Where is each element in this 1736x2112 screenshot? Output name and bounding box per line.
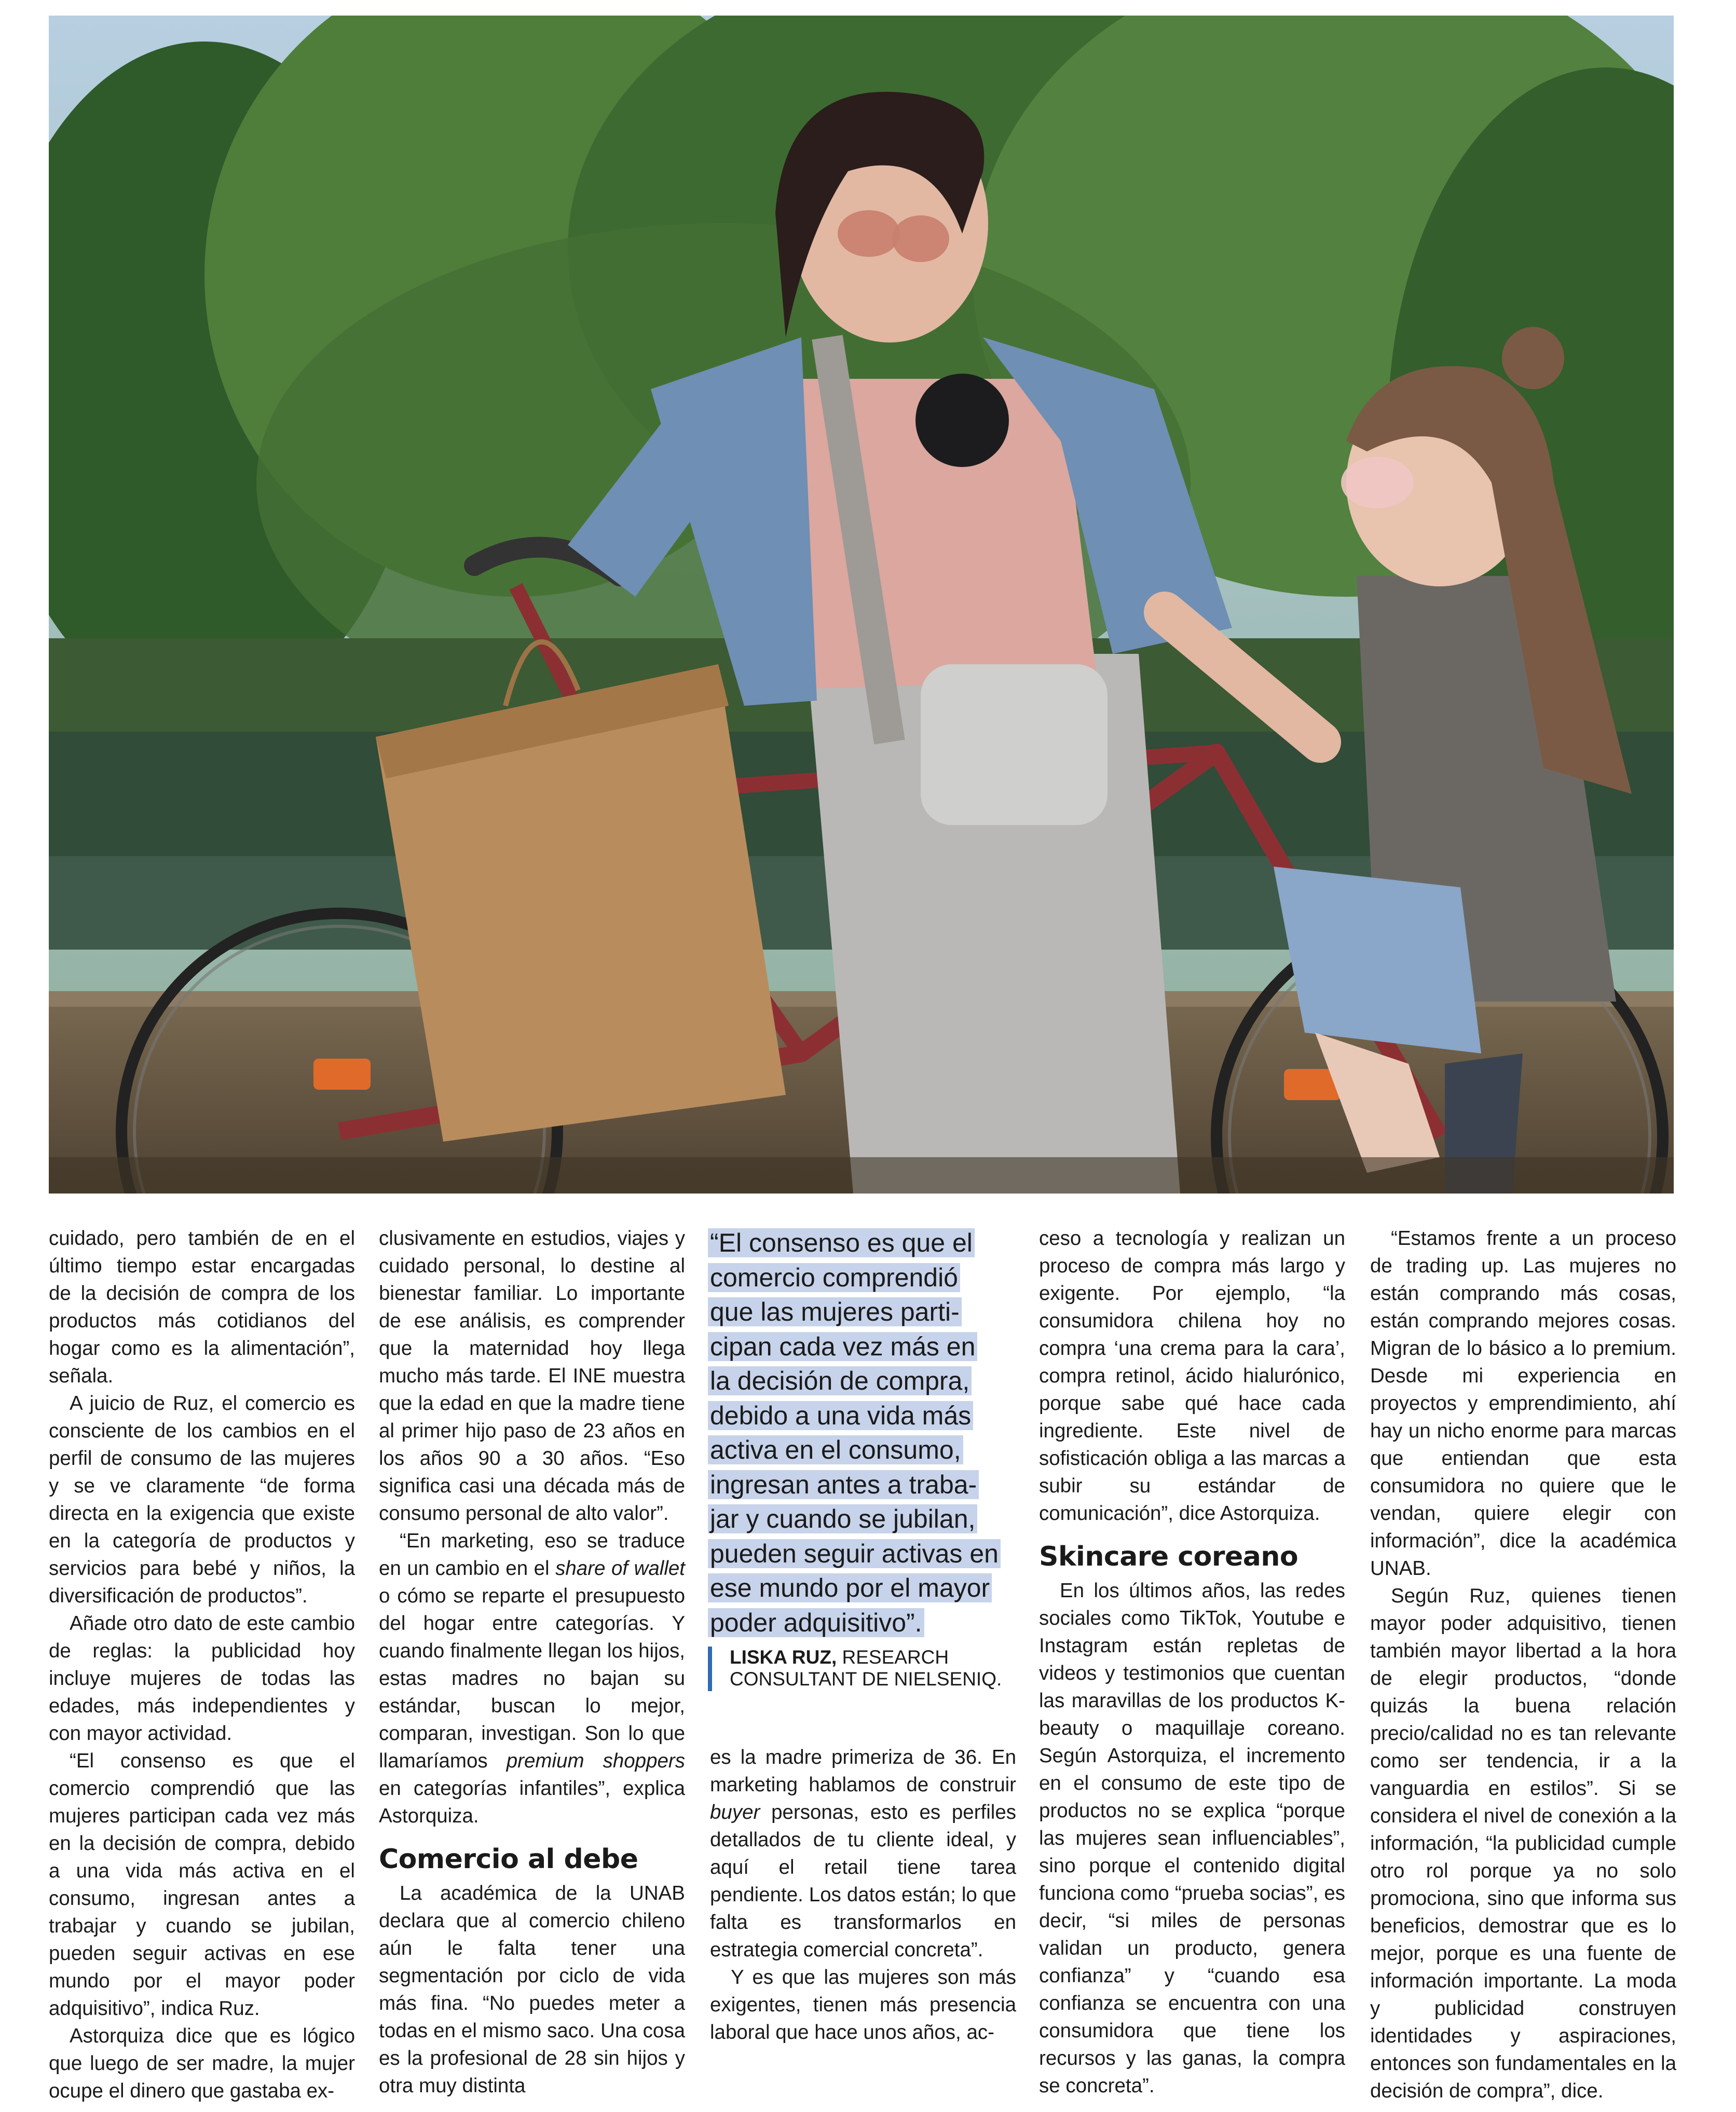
paragraph: cuidado, pero también de en el último tiempo estar encargadas de la decisión de compra de los productos más cotidianos del hogar como es la alimentación”, señala. [49,1227,355,1387]
lead-photo [49,16,1674,1194]
italic-term: buyer [710,1801,760,1823]
pull-quote-line: comercio comprendió [708,1263,960,1292]
pull-quote [708,1226,1019,1640]
section-subhead: Comercio al debe [379,1844,638,1875]
pull-quote-line: la decisión de compra, [708,1366,972,1395]
quote-author: LISKA RUZ, [730,1647,837,1668]
paragraph: La académica de la UNAB declara que al comercio chileno aún le falta tener una segmentación por ciclo de vida más fina. “No puedes meter a todas en el mismo saco. Una cosa es la profesional de 28 sin hijos y otra muy distinta [379,1882,685,2097]
paragraph: Y es que las mujeres son más exigentes, tienen más presencia laboral que hace unos años, ac- [710,1966,1016,2044]
section-subhead: Skincare coreano [1039,1541,1298,1572]
paragraph: “El consenso es que el comercio comprendió que las mujeres participan cada vez más en la decisión de compra, debido a una vida más activa en el consumo, ingresan antes a trabajar y cuando se jubilan, pueden seguir activas en ese mundo por el mayor poder adquisitivo”, indica Ruz. [49,1750,355,2020]
mother-daughter-bicycle-illustration [49,16,1674,1194]
pull-quote-line: pueden seguir activas en [708,1539,1001,1568]
article-column-4 [1039,1225,1345,2100]
paragraph: ceso a tecnología y realizan un proceso de compra más largo y exigente. Por ejemplo, “la consumidora chilena hoy no compra ‘una crema para la cara’, compra retinol, ácido hialurónico, porque sabe qué hace cada ingrediente. Este nivel de sofisticación obliga a las marcas a subir su estándar de comunicación”, dice Astorquiza. [1039,1227,1345,1525]
article-column-1 [49,1225,355,2105]
quote-author-role: RESEARCH [837,1647,949,1668]
text-run: en categorías infantiles”, explica Astorquiza. [379,1777,685,1827]
paragraph: Según Ruz, quienes tienen mayor poder adquisitivo, tienen también mayor libertad a la hora de elegir productos, “donde quizás la buena relación precio/calidad no es tan relevante como ser tendencia, ir a la vanguardia en estilos”. Si se considera el nivel de conexión a la información, “la publicidad cumple otro rol porque ya no solo promociona, sino que informa sus beneficios, demostrar que es lo mejor, porque es una fuente de información importante. La moda y publicidad construyen identidades y aspiraciones, entonces son fundamentales en la decisión de compra”, dice. [1370,1585,1676,2102]
text-run: “En marketing, eso se traduce en un cambio en el [379,1530,685,1580]
quote-author-role: CONSULTANT DE NIELSENIQ. [730,1668,1002,1690]
paragraph: Añade otro dato de este cambio de reglas: la publicidad hoy incluye mujeres de todas las edades, más independientes y con mayor actividad. [49,1612,355,1745]
article-column-3 [710,1744,1016,2046]
pull-quote-line: debido a una vida más [708,1401,973,1430]
text-run: personas, esto es perfiles detallados de tu cliente ideal, y aquí el retail tiene tarea pendiente. Los datos están; lo que falta es transformarlos en estrategia comercial concreta”. [710,1801,1016,1961]
article-column-2 [379,1225,685,2100]
paragraph [379,1527,685,1830]
article-column-5 [1370,1225,1676,2105]
italic-term: share of wallet [555,1557,685,1580]
pull-quote-line: poder adquisitivo”. [708,1608,924,1637]
pull-quote-line: activa en el consumo, [708,1435,963,1464]
italic-term: premium shoppers [506,1750,685,1772]
paragraph: “Estamos frente a un proceso de trading up. Las mujeres no están comprando más cosas, están comprando mejores cosas. Migran de lo básico a lo premium. Desde mi experiencia en proyectos y emprendimiento, ahí hay un nicho enorme para marcas que entiendan que esta consumidora no quiere que le vendan, quiere elegir con información”, dice la académica UNAB. [1370,1227,1676,1580]
text-run: o cómo se reparte el presupuesto del hogar entre categorías. Y cuando finalmente llegan los hijos, estas madres no bajan su estándar, buscan lo mejor, comparan, investigan. Son lo que llamaríamos [379,1585,685,1772]
text-run: es la madre primeriza de 36. En marketing hablamos de construir [710,1746,1016,1796]
pull-quote-line: ingresan antes a traba- [708,1470,979,1499]
paragraph: En los últimos años, las redes sociales como TikTok, Youtube e Instagram están repletas de videos y testimonios que cuentan las maravillas de los productos K-beauty o maquillaje coreano. Según Astorquiza, el incremento en el consumo de este tipo de productos no se explica “porque las mujeres sean influenciables”, sino porque el contenido digital funciona como “prueba socias”, es decir, “si miles de personas validan un producto, genera confianza” y “cuando esa confianza se encuentra con una consumidora que tiene los recursos y las ganas, la compra se concreta”. [1039,1580,1345,2097]
paragraph [710,1744,1016,1964]
pull-quote-line: ese mundo por el mayor [708,1573,992,1602]
paragraph: A juicio de Ruz, el comercio es consciente de los cambios en el perfil de consumo de las mujeres y se ve claramente “de forma directa en la exigencia que existe en la categoría de productos y servicios para bebé y niños, la diversificación de productos”. [49,1392,355,1607]
quote-attribution [708,1647,1019,1691]
pull-quote-line: cipan cada vez más en [708,1332,977,1361]
pull-quote-line: que las mujeres parti- [708,1297,962,1326]
paragraph: Astorquiza dice que es lógico que luego de ser madre, la mujer ocupe el dinero que gastaba ex- [49,2025,355,2102]
pull-quote-line: “El consenso es que el [708,1228,975,1257]
paragraph: clusivamente en estudios, viajes y cuidado personal, lo destine al bienestar familiar. Lo importante de ese análisis, es comprender que la maternidad hoy llega mucho más tarde. El INE muestra que la edad en que la madre tiene al primer hijo paso de 23 años en los años 90 a 30 años. “Eso significa casi una década más de consumo personal de alto valor”. [379,1227,685,1525]
pull-quote-line: jar y cuando se jubilan, [708,1504,977,1533]
